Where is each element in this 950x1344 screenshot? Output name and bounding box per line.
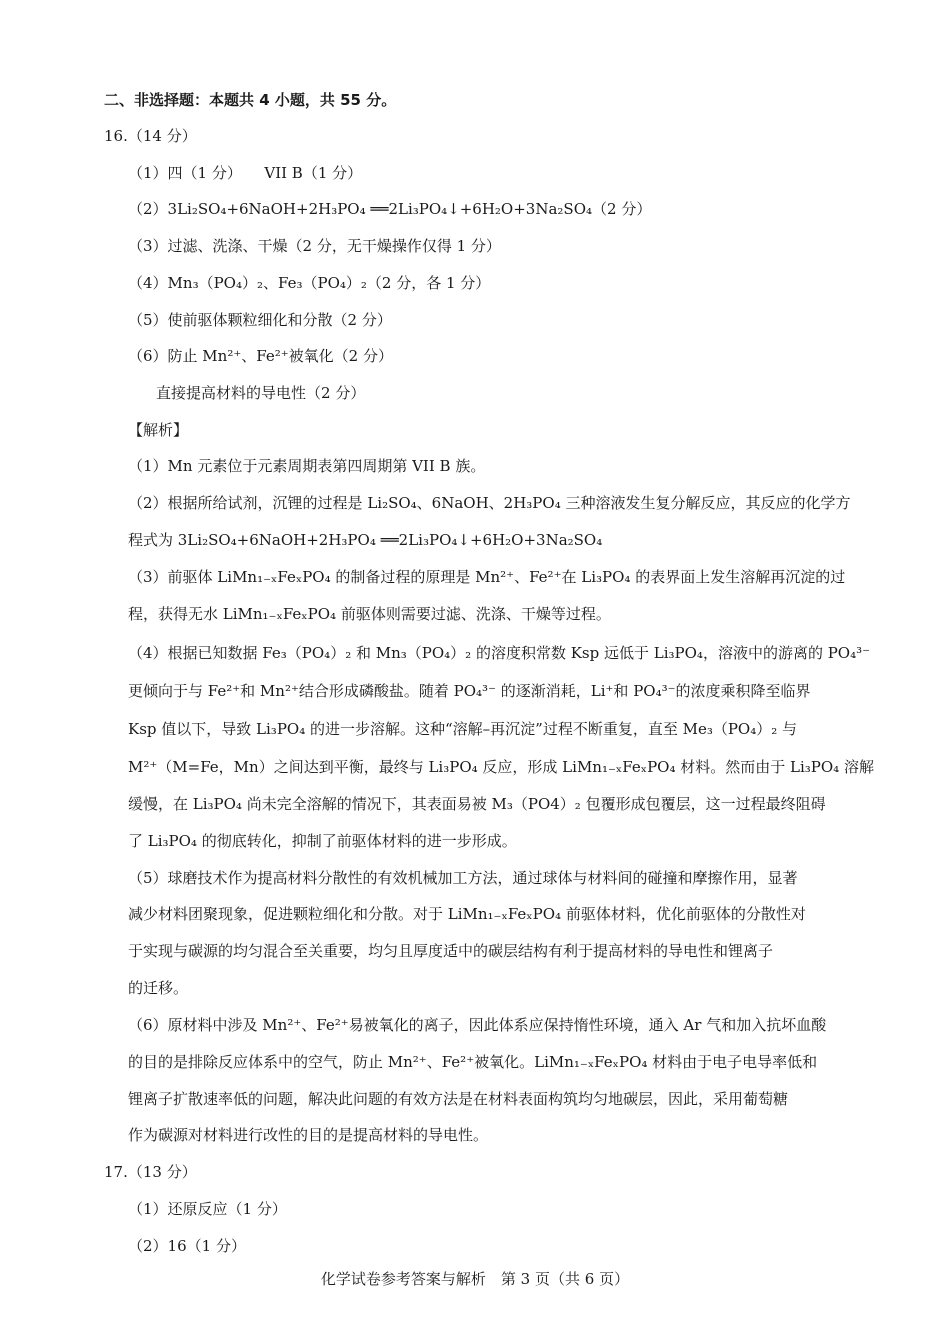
analysis-line: （6）原材料中涉及 Mn²⁺、Fe²⁺易被氧化的离子，因此体系应保持惰性环境，通入 Ar 气和加入抗坏血酸	[128, 1016, 827, 1034]
analysis-line: 缓慢，在 Li₃PO₄ 尚未完全溶解的情况下，其表面易被 M₃（PO4）₂ 包覆形成包覆层，这一过程最终阻碍	[128, 795, 826, 813]
analysis-line: 程式为 3Li₂SO₄+6NaOH+2H₃PO₄ ══2Li₃PO₄↓+6H₂O+3Na₂SO₄	[128, 531, 603, 549]
analysis-line: Ksp 值以下，导致 Li₃PO₄ 的进一步溶解。这种“溶解–再沉淀”过程不断重复，直至 Me₃（PO₄）₂ 与	[128, 720, 798, 738]
q16-answer-1: （1）四（1 分） VII B（1 分）	[128, 164, 363, 182]
q17-answer-2: （2）16（1 分）	[128, 1237, 246, 1255]
section-header: 二、非选择题：本题共 4 小题，共 55 分。	[104, 91, 397, 109]
analysis-line: 作为碳源对材料进行改性的目的是提高材料的导电性。	[128, 1126, 489, 1144]
analysis-line: 减少材料团聚现象，促进颗粒细化和分散。对于 LiMn₁₋ₓFeₓPO₄ 前驱体材料，优化前驱体的分散性对	[128, 905, 806, 923]
analysis-line: 的迁移。	[128, 979, 189, 997]
analysis-title: 【解析】	[128, 421, 189, 439]
page-footer: 化学试卷参考答案与解析 第 3 页（共 6 页）	[320, 1270, 630, 1288]
q16-answer-2: （2）3Li₂SO₄+6NaOH+2H₃PO₄ ══2Li₃PO₄↓+6H₂O+3Na₂SO₄（2 分）	[128, 200, 652, 218]
q17-answer-1: （1）还原反应（1 分）	[128, 1200, 287, 1218]
analysis-line: 更倾向于与 Fe²⁺和 Mn²⁺结合形成磷酸盐。随着 PO₄³⁻ 的逐渐消耗，Li⁺和 PO₄³⁻的浓度乘积降至临界	[128, 682, 811, 700]
q16-answer-4: （4）Mn₃（PO₄）₂、Fe₃（PO₄）₂（2 分，各 1 分）	[128, 274, 491, 292]
q17-header: 17.（13 分）	[104, 1163, 197, 1181]
analysis-line: 于实现与碳源的均匀混合至关重要，均匀且厚度适中的碳层结构有利于提高材料的导电性和锂离子	[128, 942, 774, 960]
analysis-line: 的目的是排除反应体系中的空气，防止 Mn²⁺、Fe²⁺被氧化。LiMn₁₋ₓFeₓPO₄ 材料由于电子电导率低和	[128, 1053, 818, 1071]
q16-header: 16.（14 分）	[104, 127, 197, 145]
q16-answer-6b: 直接提高材料的导电性（2 分）	[156, 384, 366, 402]
analysis-line: （5）球磨技术作为提高材料分散性的有效机械加工方法，通过球体与材料间的碰撞和摩擦作用，显著	[128, 869, 798, 887]
analysis-line: （1）Mn 元素位于元素周期表第四周期第 VII B 族。	[128, 457, 486, 475]
q16-answer-3: （3）过滤、洗涤、干燥（2 分，无干燥操作仅得 1 分）	[128, 237, 501, 255]
analysis-line: （3）前驱体 LiMn₁₋ₓFeₓPO₄ 的制备过程的原理是 Mn²⁺、Fe²⁺在 Li₃PO₄ 的表界面上发生溶解再沉淀的过	[128, 568, 846, 586]
q16-answer-6: （6）防止 Mn²⁺、Fe²⁺被氧化（2 分）	[128, 347, 393, 365]
analysis-line: 程，获得无水 LiMn₁₋ₓFeₓPO₄ 前驱体则需要过滤、洗涤、干燥等过程。	[128, 605, 611, 623]
analysis-line: 了 Li₃PO₄ 的彻底转化，抑制了前驱体材料的进一步形成。	[128, 832, 517, 850]
analysis-line: （2）根据所给试剂，沉锂的过程是 Li₂SO₄、6NaOH、2H₃PO₄ 三种溶液发生复分解反应，其反应的化学方	[128, 494, 851, 512]
analysis-line: 锂离子扩散速率低的问题，解决此问题的有效方法是在材料表面构筑均匀地碳层，因此，采用葡萄糖	[128, 1090, 789, 1108]
analysis-line: M²⁺（M=Fe，Mn）之间达到平衡，最终与 Li₃PO₄ 反应，形成 LiMn₁₋ₓFeₓPO₄ 材料。然而由于 Li₃PO₄ 溶解	[128, 758, 874, 776]
q16-answer-5: （5）使前驱体颗粒细化和分散（2 分）	[128, 311, 392, 329]
analysis-line: （4）根据已知数据 Fe₃（PO₄）₂ 和 Mn₃（PO₄）₂ 的溶度积常数 Ksp 远低于 Li₃PO₄，溶液中的游离的 PO₄³⁻	[128, 644, 871, 662]
